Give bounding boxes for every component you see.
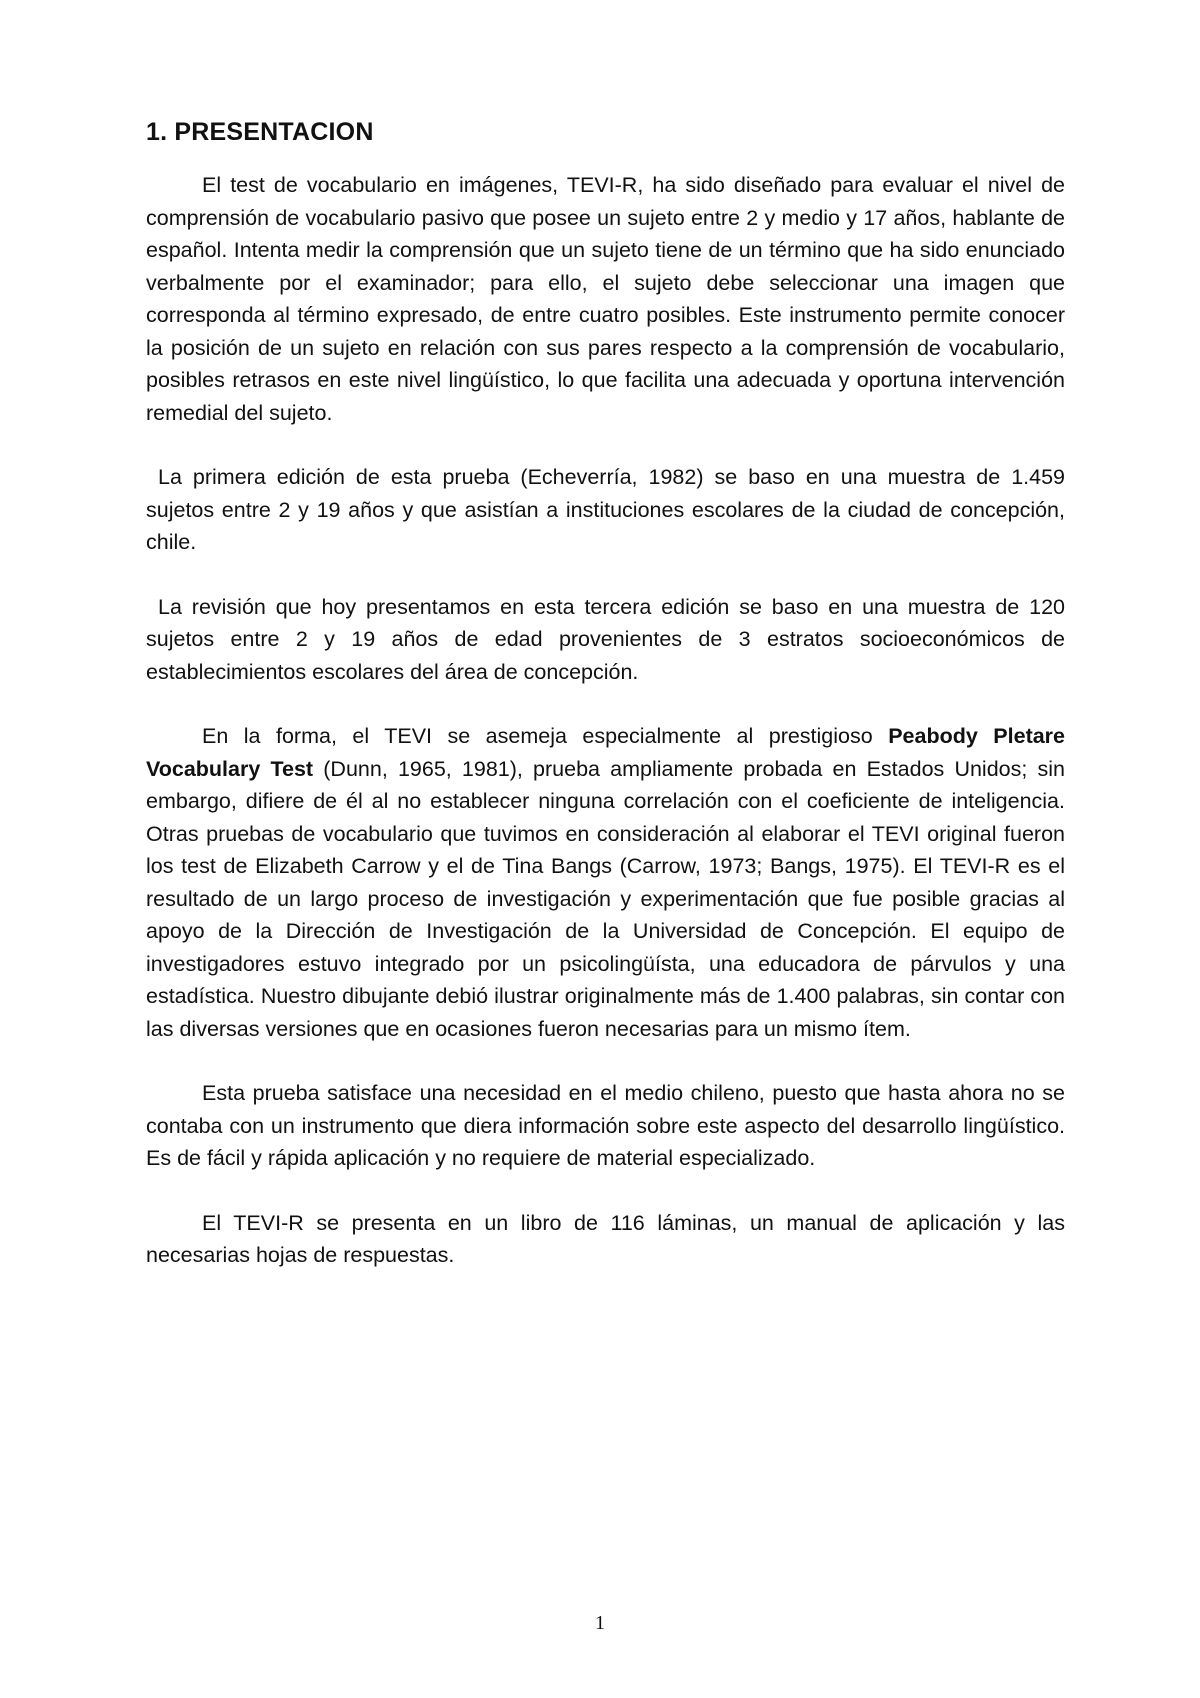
paragraph-4-bold-title: Peabody Pletare Vocabulary Test: [146, 724, 1066, 781]
section-heading: 1. PRESENTACION: [146, 118, 374, 146]
page-number: 1: [595, 1612, 605, 1634]
page-content: [146, 118, 1065, 1304]
paragraph-6: El TEVI-R se presenta en un libro de 116 láminas, un manual de aplicación y las necesarias hojas de respuestas.: [146, 1210, 1065, 1267]
paragraph-2: La primera edición de esta prueba (Echeverría, 1982) se baso en una muestra de 1.459 sujetos entre 2 y 19 años y que asistían a instituciones escolares de la ciudad de concepción, chile.: [146, 465, 1065, 554]
paragraph-4-text-start: En la forma, el TEVI se asemeja especialmente al prestigioso: [202, 724, 889, 748]
paragraph-5: Esta prueba satisface una necesidad en el medio chileno, puesto que hasta ahora no se contaba con un instrumento que diera información sobre este aspecto del desarrollo lingüístico. Es de fácil y rápida aplicación y no requiere de material especializado.: [146, 1081, 1065, 1170]
paragraph-4-text-end: (Dunn, 1965, 1981), prueba ampliamente probada en Estados Unidos; sin embargo, difiere de él al no establecer ninguna correlación con el coeficiente de inteligencia. Otras pruebas de vocabulario que tuvimos en consideración al elaborar el TEVI original fueron los test de Elizabeth Carrow y el de Tina Bangs (Carrow, 1973; Bangs, 1975). El TEVI-R es el resultado de un largo proceso de investigación y experimentación que fue posible gracias al apoyo de la Dirección de Investigación de la Universidad de Concepción. El equipo de investigadores estuvo integrado por un psicolingüísta, una educadora de párvulos y una estadística. Nuestro dibujante debió ilustrar originalmente más de 1.400 palabras, sin contar con las diversas versiones que en ocasiones fueron necesarias para un mismo ítem.: [146, 756, 1065, 1041]
paragraph-1: El test de vocabulario en imágenes, TEVI-R, ha sido diseñado para evaluar el nivel de comprensión de vocabulario pasivo que posee un sujeto entre 2 y medio y 17 años, hablante de español. Intenta medir la comprensión que un sujeto tiene de un término que ha sido enunciado verbalmente por el examinador; para ello, el sujeto debe seleccionar una imagen que corresponda al término expresado, de entre cuatro posibles. Este instrumento permite conocer la posición de un sujeto en relación con sus pares respecto a la comprensión de vocabulario, posibles retrasos en este nivel lingüístico, lo que facilita una adecuada y oportuna intervención remedial del sujeto.: [146, 173, 1065, 425]
paragraph-3: La revisión que hoy presentamos en esta tercera edición se baso en una muestra de 120 sujetos entre 2 y 19 años de edad provenientes de 3 estratos socioeconómicos de establecimientos escolares del área de concepción.: [146, 594, 1065, 684]
paragraph-4: [146, 720, 1065, 1045]
